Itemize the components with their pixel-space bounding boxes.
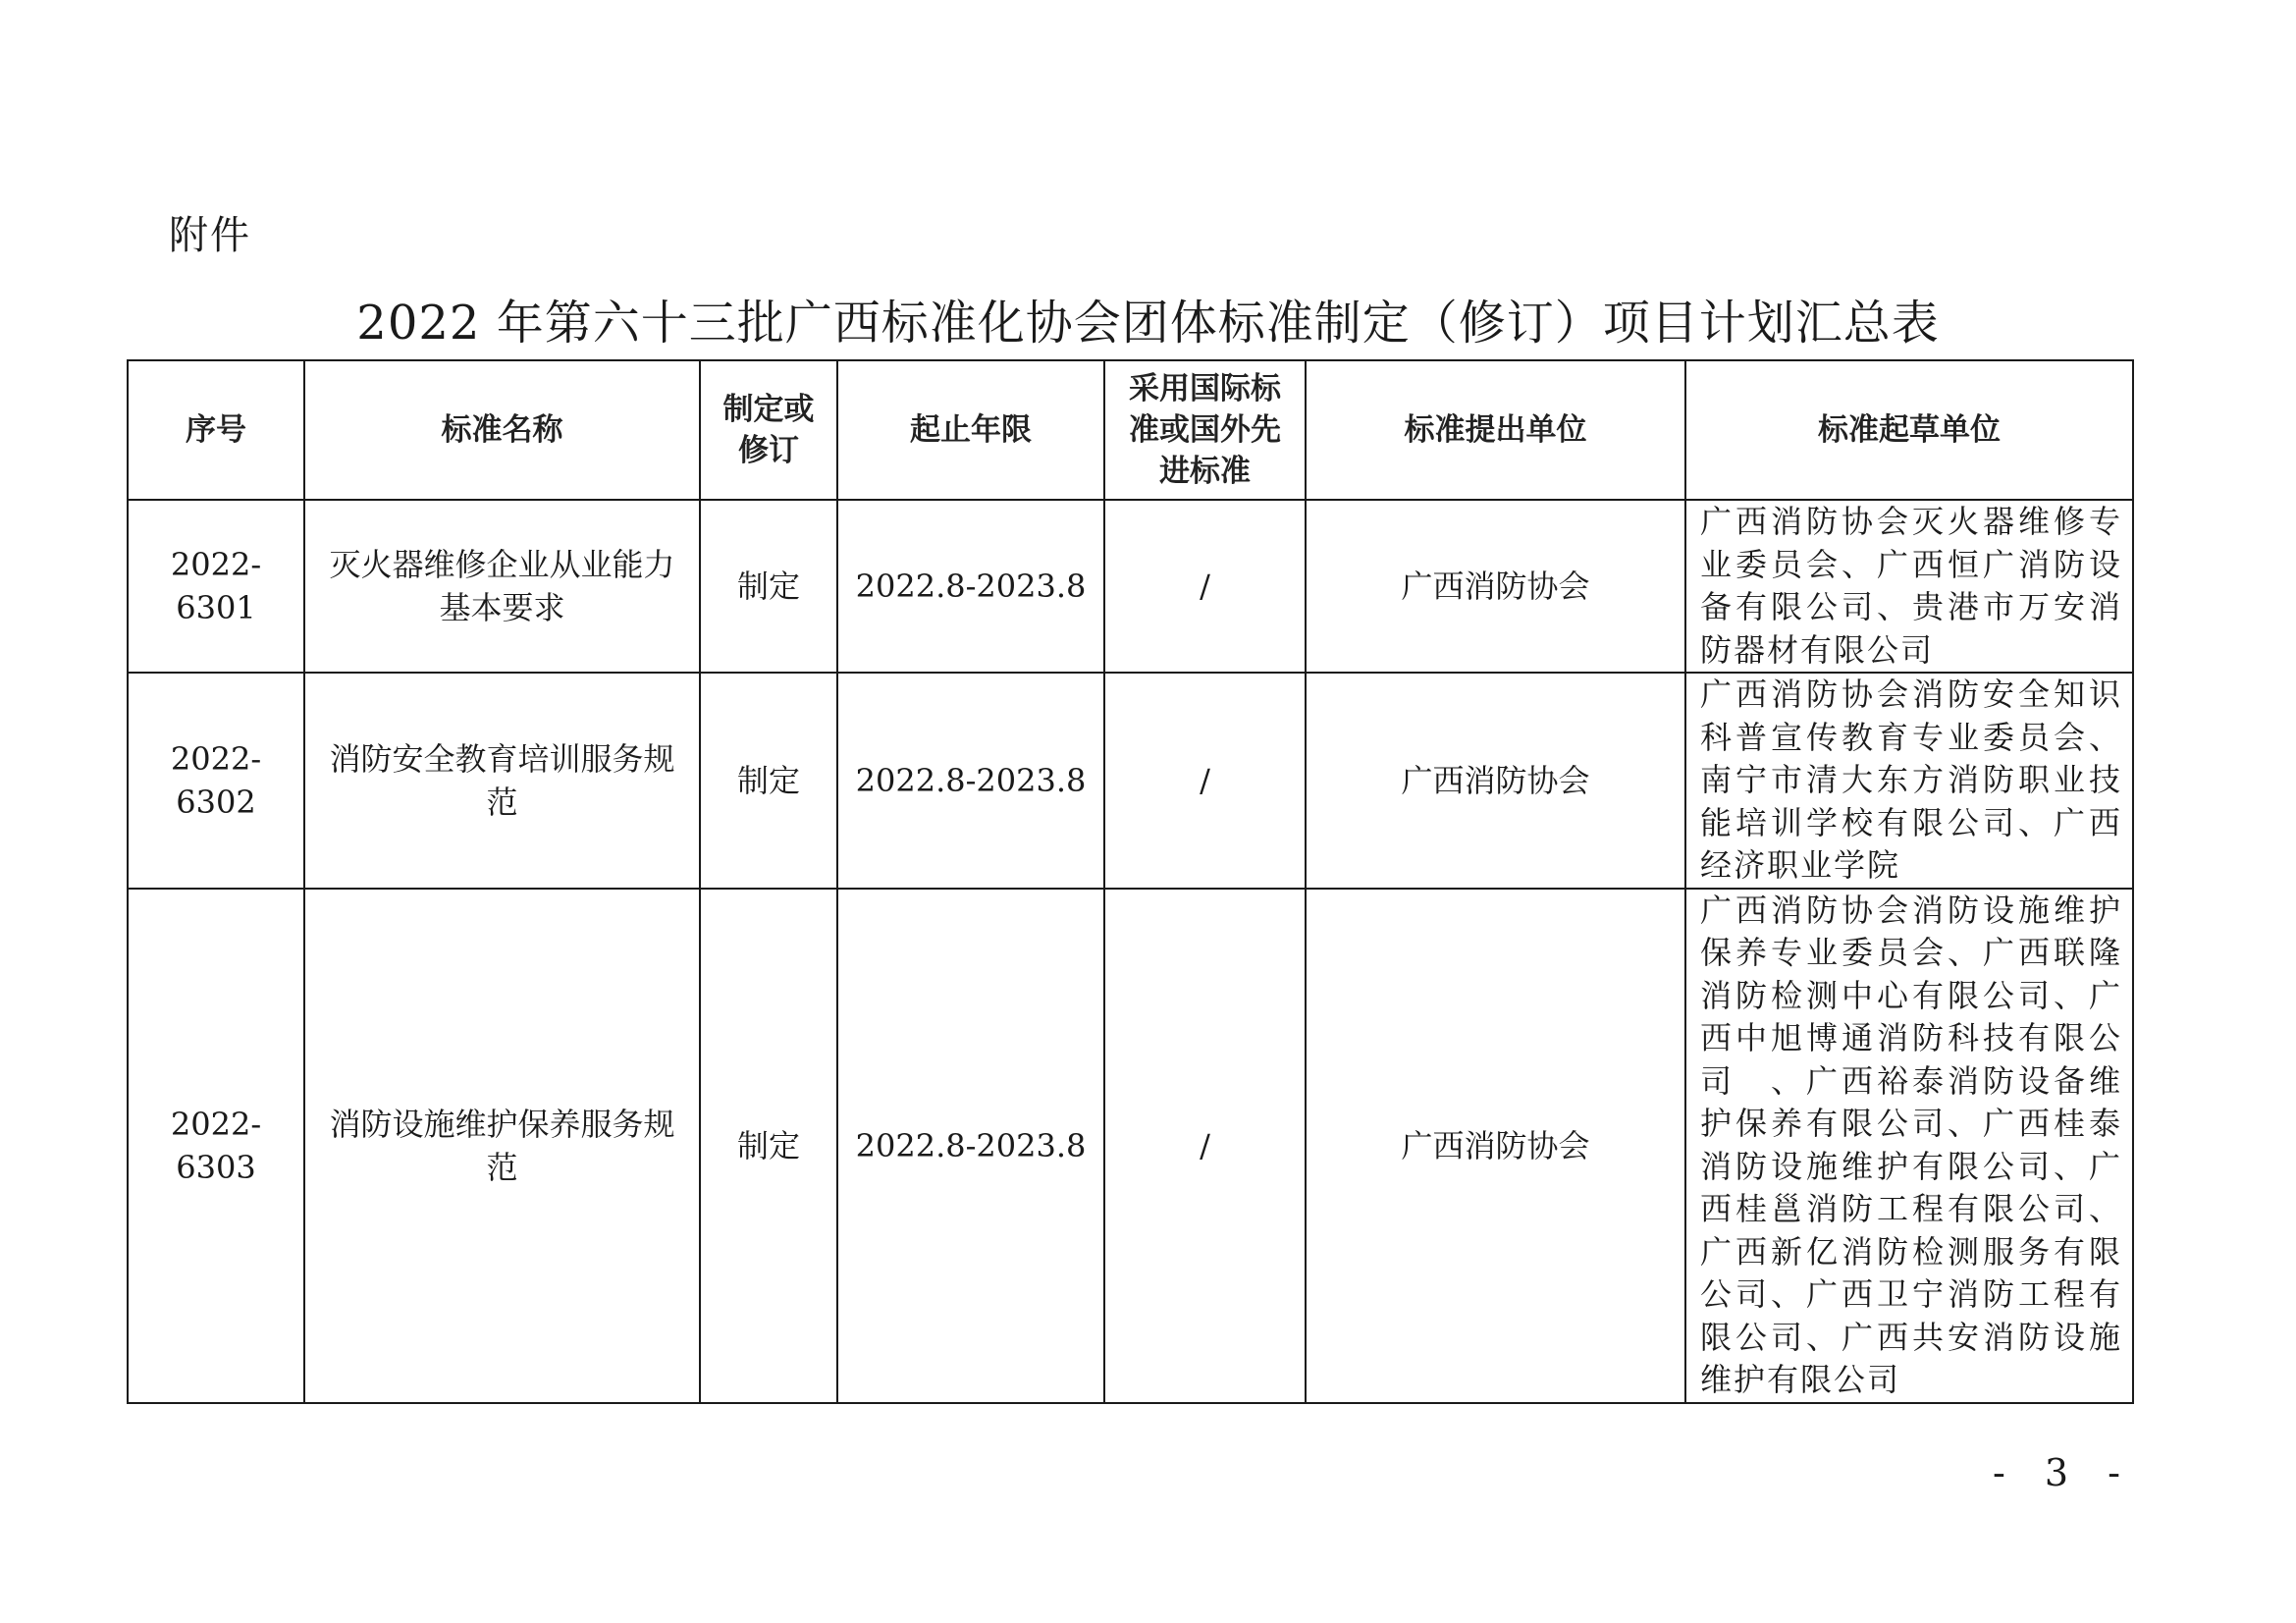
cell-period: 2022.8-2023.8	[837, 500, 1104, 673]
header-period: 起止年限	[837, 360, 1104, 500]
cell-drafting-unit: 广西消防协会消防设施维护保养专业委员会、广西联隆消防检测中心有限公司、广西中旭博通消防科技有限公司 、广西裕泰消防设备维护保养有限公司、广西桂泰消防设施维护有限公司、广西桂邕消防工程有限公司、广西新亿消防检测服务有限公司、广西卫宁消防工程有限公司、广西共安消防设施维护有限公司	[1685, 889, 2133, 1403]
table-row	[128, 500, 2133, 673]
cell-adopted-standard: /	[1104, 500, 1306, 673]
header-proposing-unit: 标准提出单位	[1306, 360, 1685, 500]
cell-serial-number: 2022-6302	[128, 673, 304, 889]
cell-proposing-unit: 广西消防协会	[1306, 500, 1685, 673]
cell-establish-or-revise: 制定	[700, 889, 837, 1403]
cell-standard-name: 消防设施维护保养服务规范	[304, 889, 700, 1403]
cell-drafting-unit: 广西消防协会灭火器维修专业委员会、广西恒广消防设备有限公司、贵港市万安消防器材有限公司	[1685, 500, 2133, 673]
cell-standard-name: 消防安全教育培训服务规范	[304, 673, 700, 889]
header-standard-name: 标准名称	[304, 360, 700, 500]
table-row	[128, 889, 2133, 1403]
standards-plan-table	[127, 359, 2134, 1404]
header-drafting-unit: 标准起草单位	[1685, 360, 2133, 500]
cell-proposing-unit: 广西消防协会	[1306, 889, 1685, 1403]
attachment-label: 附件	[169, 213, 251, 258]
header-establish-or-revise: 制定或修订	[700, 360, 837, 500]
document-title: 2022 年第六十三批广西标准化协会团体标准制定（修订）项目计划汇总表	[356, 296, 1940, 351]
cell-period: 2022.8-2023.8	[837, 673, 1104, 889]
cell-adopted-standard: /	[1104, 673, 1306, 889]
cell-period: 2022.8-2023.8	[837, 889, 1104, 1403]
cell-drafting-unit: 广西消防协会消防安全知识科普宣传教育专业委员会、南宁市清大东方消防职业技能培训学校有限公司、广西经济职业学院	[1685, 673, 2133, 889]
header-serial-number: 序号	[128, 360, 304, 500]
cell-serial-number: 2022-6303	[128, 889, 304, 1403]
cell-serial-number: 2022-6301	[128, 500, 304, 673]
cell-adopted-standard: /	[1104, 889, 1306, 1403]
cell-establish-or-revise: 制定	[700, 673, 837, 889]
cell-standard-name: 灭火器维修企业从业能力基本要求	[304, 500, 700, 673]
page-number: - 3 -	[1993, 1451, 2135, 1494]
cell-proposing-unit: 广西消防协会	[1306, 673, 1685, 889]
table-header-row	[128, 360, 2133, 500]
table-row	[128, 673, 2133, 889]
cell-establish-or-revise: 制定	[700, 500, 837, 673]
header-adopted-standard: 采用国际标准或国外先进标准	[1104, 360, 1306, 500]
